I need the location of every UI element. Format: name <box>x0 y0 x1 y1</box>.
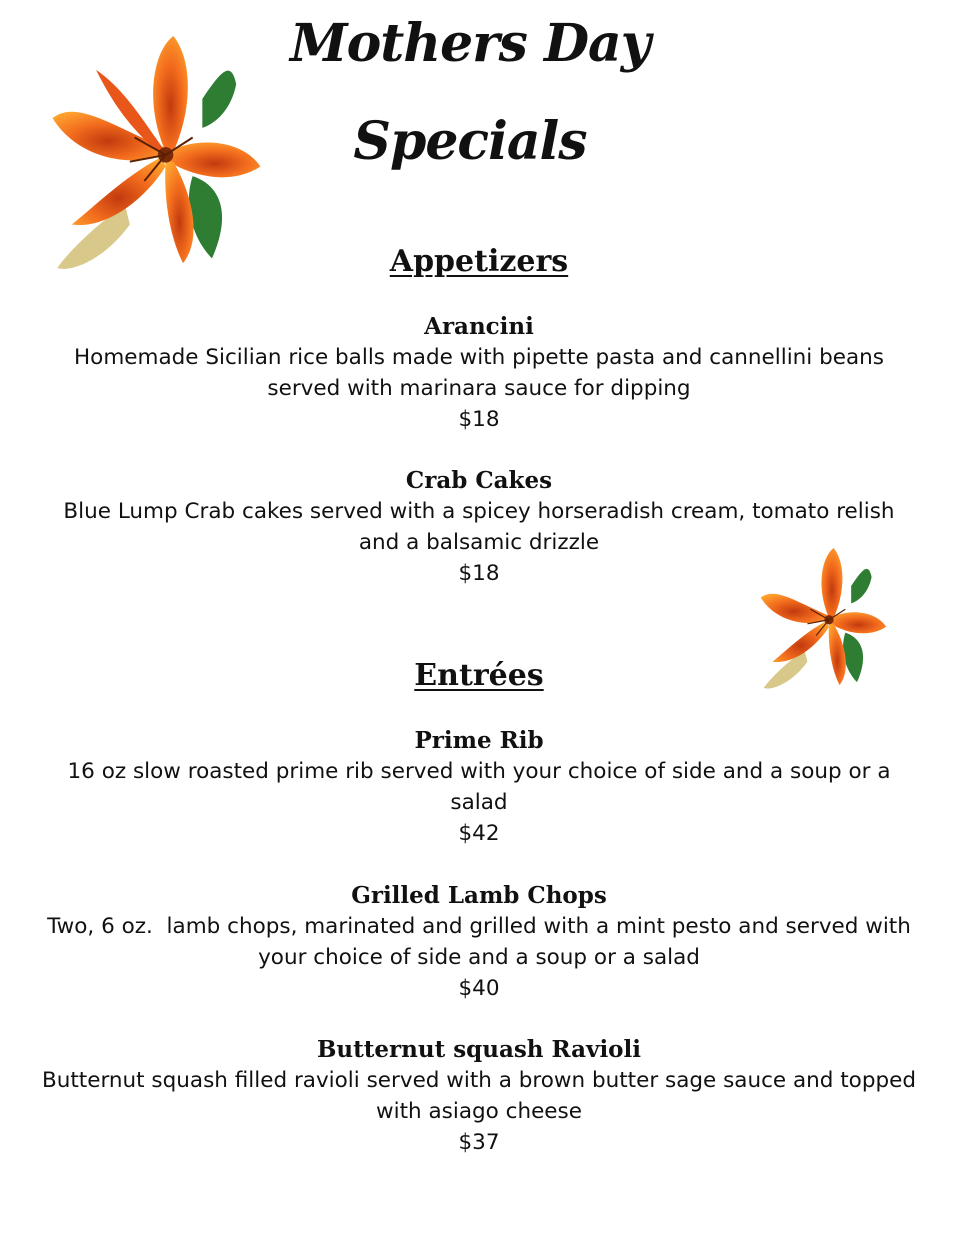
section-heading-appetizers-text: Appetizers <box>389 244 569 279</box>
menu-item-arancini <box>20 312 938 435</box>
section-heading-appetizers <box>0 244 958 280</box>
menu-item-name: Arancini <box>424 313 534 340</box>
menu-item-description: Homemade Sicilian rice balls made with pipette pasta and cannellini beans served with marinara sauce for dipping <box>74 345 884 401</box>
menu-item-name: Prime Rib <box>414 727 544 754</box>
menu-item-description: Two, 6 oz. lamb chops, marinated and grilled with a mint pesto and served with your choice of side and a soup or a salad <box>47 914 918 970</box>
menu-item-name: Grilled Lamb Chops <box>351 882 607 909</box>
menu-item-crab-cakes <box>20 466 938 589</box>
menu-item-description: Blue Lump Crab cakes served with a spicey horseradish cream, tomato relish and a balsamic drizzle <box>63 499 895 555</box>
section-heading-entrees-text: Entrées <box>414 658 544 693</box>
menu-item-price: $18 <box>458 407 500 432</box>
menu-item-description: Butternut squash filled ravioli served with a brown butter sage sauce and topped with asiago cheese <box>41 1068 916 1124</box>
page-title-line-1: Mothers Day <box>290 13 650 74</box>
menu-item-price: $42 <box>458 821 500 846</box>
section-heading-entrees <box>0 658 958 694</box>
menu-item-butternut-squash-ravioli <box>20 1035 938 1158</box>
menu-item-prime-rib <box>20 726 938 849</box>
menu-item-price: $40 <box>458 976 500 1001</box>
menu-item-grilled-lamb-chops <box>20 881 938 1004</box>
menu-item-price: $18 <box>458 561 500 586</box>
page-title-line-2: Specials <box>353 111 587 172</box>
menu-item-name: Butternut squash Ravioli <box>316 1036 642 1063</box>
menu-item-price: $37 <box>458 1130 500 1155</box>
menu-item-description: 16 oz slow roasted prime rib served with your choice of side and a soup or a salad <box>67 759 891 815</box>
menu-item-name: Crab Cakes <box>405 467 553 494</box>
